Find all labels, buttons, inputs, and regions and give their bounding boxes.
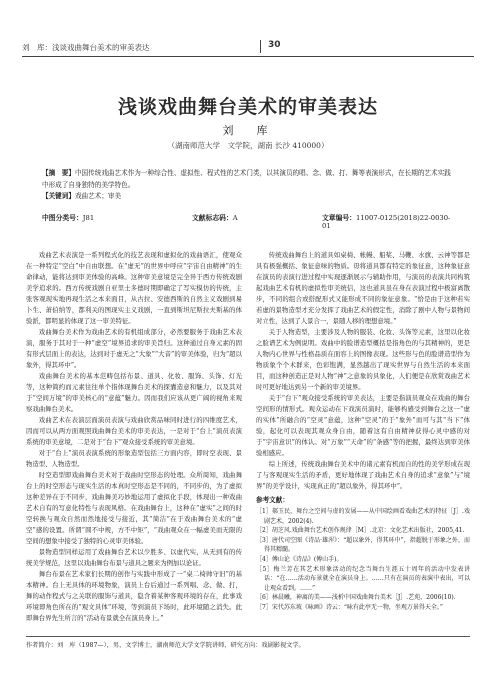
classification-meta bbox=[42, 212, 454, 230]
reference-item: ［7］宋代苏东坡《咏画》诗云：“咏有此亭无一物，坐观万景得天全。” bbox=[256, 603, 443, 611]
reference-item: ［4］傅山论《诗品》(傅山手)。 bbox=[256, 555, 343, 563]
reference-item: ［5］梅兰芳在其艺术形象活动的纪念当舞台生涯五十周年的活动中发表讲话：“在……活动布景就全在演员身上。……只有在演员的表演中表出，可以让观众看到。……” bbox=[256, 565, 470, 592]
paragraph: 戏曲艺术在表演层面演员表演与戏曲欣赏品味同时进行的四维度艺术，因而可以从两方面观照戏曲舞台美术的审美表达，一是对于“台上”演员表演系统的审美意境，二是对于“台下”观众接受系统的审美意境。 bbox=[26, 416, 242, 446]
references-title: 参考文献： bbox=[256, 496, 289, 504]
paragraph: 时空造型即戏曲舞台美术对于戏曲时空形态的处理。众所周知，戏曲舞台上的时空形态与现实生活的本真时空形态是不同的，不同步的，为了虚拟这种差异在于不同步，戏曲舞美巧妙地运用了虚拟化手段，体现出一种戏曲艺术自有的写意化特性与表现风格。在戏曲舞台上，这种在“虚实”之间的时空转换与观众自然而然地接受与接近，其“简洁”在于戏曲舞台美术的“虚空”感的设置。所谓“圆不中规，方不中矩”，“戏曲观众在一幅虚美而无限的空间的想象中接受了独特的心灵审美体验。 bbox=[26, 471, 242, 545]
reference-item: ［6］林晨曦，神离的美——浅析中国戏曲舞台美术［J］.艺苑，2006(10). bbox=[256, 594, 456, 602]
paragraph: 戏曲舞台美术作为戏曲艺术的有机组成部分，必然要服务于戏曲艺术表演，服务于其对于一种“虚空”境界追求的审美旨归。这种通过自身元素的固有形式层面上的表达，达到对于虚无之“大象”“大音”的审美体验，归为“超以象外，得其环中”。 bbox=[26, 328, 242, 369]
body-left-column bbox=[26, 250, 242, 624]
document-code: 文献标志码：A bbox=[192, 214, 238, 222]
clc-number: 中图分类号：J81 bbox=[42, 214, 95, 222]
running-header-title: 刘 库：浅谈戏曲舞台美术的审美表达 bbox=[22, 43, 150, 52]
author-footnote bbox=[26, 640, 470, 649]
paragraph: 对于“台上”演员表演系统的形象造型包括三方面内容，即时空表现、景物造型、人物造型。 bbox=[26, 449, 242, 468]
author-affiliation: （湖南师范大学 文学院，湖南 长沙 410000） bbox=[167, 141, 329, 150]
paragraph: 戏曲艺术表演是一系列程式化的技艺表现和虚拟化的戏曲语汇，使观众在一种特定“空白”中自由联想。在“虚无”的世界中呼应“宇宙自由精神”的生命律动，能将达到审美体验的高峰。这种审美意境是完全异于西方传统戏剧美学追求的。西方传统戏剧自亚里士多德时期即确定了写实模仿的传统，主张客观现实地再现生活之本来面目，从古拉、安德西斯的自然主义戏剧到易卜生、萧伯纳等，都利关的图现实主义戏剧，一直到斯坦尼斯拉夫斯基的体验派，都明显的体现了这一审美特征。 bbox=[26, 251, 242, 325]
paragraph: 综上所述，传统戏曲舞台美术中的诸元素有机而自的性的美学形成在现了与客观现实生活的矛盾，更好地体现了戏曲艺术自身的追求“意象”与“境界”的美学设计，实现真正的“超以象外，得其环中”。 bbox=[256, 460, 470, 490]
keywords bbox=[42, 191, 454, 203]
paragraph: 传统戏曲舞台上的道具如桌椅、帐幔、船桨、马鞭、水旗、云神等都是具有极强概括、象征意味的物质。毋将道具都有特定的象征意，这种象征意在演员的表演行进过程中实现逐渐展示与辅助作用，与演员的表演共同构筑起戏曲艺术有机的虚拟性审美统信，这也道具虽在身在表演过程中极富离散步，不同的组合或搭配形式又能形成不同的象征意象。“恰是由于这种若实若虚的景物造型才充分发挥了戏曲艺术的假定性，消除了剧中人物与景物间对立性，达到了人景合一，景随人移的理想意境。” bbox=[256, 251, 470, 325]
header-rule bbox=[22, 56, 474, 57]
reference-list bbox=[256, 507, 470, 613]
references bbox=[256, 495, 470, 613]
paragraph: 关于“台下”观众接受系统的审美表达，主要是指演员观众在戏曲的舞台空间形的情形式。观众运动在下戏演员演时，能够构感受到舞台之这一“虚的实体”所融合的“空灵”意蕴，这种“空灵”的于“象外”而可与其“当下”体验，起化可以表现其观众身自由，随着这有自由精神获得心灵中感的对于“宇宙意识”的体认。对“万象”“天命”的“条感”等的把握，最终达到审美体验相感应。 bbox=[256, 394, 470, 457]
right-paragraphs bbox=[256, 250, 470, 492]
page-number: 30 bbox=[268, 40, 281, 50]
running-header bbox=[22, 40, 474, 54]
body-right-column bbox=[256, 250, 470, 613]
paragraph: 景物造型同样运用了戏曲舞台艺术以少胜多、以虚代实，从无到有的传统美学规范，这里以戏曲舞台布景与道具之题来为例加以论证。 bbox=[26, 548, 242, 567]
paragraph: 舞台布景在艺术家们长期的创作与实践中形成了一“桌二椅帅守旧”的基本精神。台上无具体的环境物象，演员上台后通过一系列唱、念、做、打，舞的动作程式与之关联的服饰与道具，隐含着某种客观环境的存在，此事戏环境即角色所在的“观文具体”环境，等到演员下场时，此环境随之消失。此即舞台界先生所言的“活动布景就全在演员身上。” bbox=[26, 570, 242, 622]
footnote-rule bbox=[26, 636, 470, 637]
reference-item: ［3］唐代司空图《诗品·雄浑》：“超以象外，得其环中”，指超脱于形象之外，而得其精髓。 bbox=[256, 536, 470, 554]
abstract bbox=[42, 168, 454, 191]
reference-item: ［1］郝玉民，舞台之空间与虚的发展——从中国绘画看戏曲艺术的特征［J］.戏剧艺术，2002(4). bbox=[256, 508, 470, 525]
abstract-block bbox=[42, 168, 454, 203]
abstract-text: 中国传统戏曲艺术作为一种综合性、虚拟性、程式性的艺术门类，以其演员的唱、念、做、打、舞等表演形式，在长期的艺术实践中形成了自身独特的美学特色。 bbox=[42, 169, 451, 189]
header-divider bbox=[260, 40, 261, 53]
reference-item: ［2］胡芝风.戏曲舞台艺术创作规律［M］.北京：文化艺术出版社，2005,41. bbox=[256, 527, 465, 535]
article-number: 文章编号：11007-0125(2018)22-0030-01 bbox=[322, 214, 451, 230]
keywords-text: 戏曲艺术；审美 bbox=[74, 192, 122, 200]
footnote-text: 刘 库（1987—），男，文学博士，湖南师范大学文学院讲师，研究方向：戏剧影视文学。 bbox=[56, 642, 305, 649]
footnote-label: 作者简介： bbox=[26, 642, 57, 649]
paragraph: 戏曲舞台美术的基本范畴包括布景、道具、化妆、服饰、头饰、灯光等，这种简约而元素往往单个指体现舞台美术的探囊造意和魅力，以及其对于“空间万境”的审美核心的“意蕴”魅力。因而我们应该从更广阔的视角来观察戏曲舞台美术。 bbox=[26, 372, 242, 413]
keywords-label: 【关键词】 bbox=[42, 192, 75, 200]
article-author: 刘 库 bbox=[222, 124, 274, 137]
abstract-label: 【摘 要】 bbox=[42, 169, 75, 177]
paragraph: 关于人物造型，主要涉及人物的服装、化妆、头饰等元素，这里以化妆之脸谱艺术为例说明。戏曲中的脸谱造型概括是指角色的与其精神的，更是人物内心世界与性格品质在面容上的图像表现。这些形与色的脸谱造型作为物质象个个术群来，色彩饱满，显然越出了现实世界与自然生活的本来面目，而这种创造正是对人物“神”之意象的具象化，人们便是在欣赏戏曲艺术时可更好地达到另一个新的审美境界。 bbox=[256, 328, 470, 391]
article-title: 浅谈戏曲舞台美术的审美表达 bbox=[117, 96, 378, 118]
